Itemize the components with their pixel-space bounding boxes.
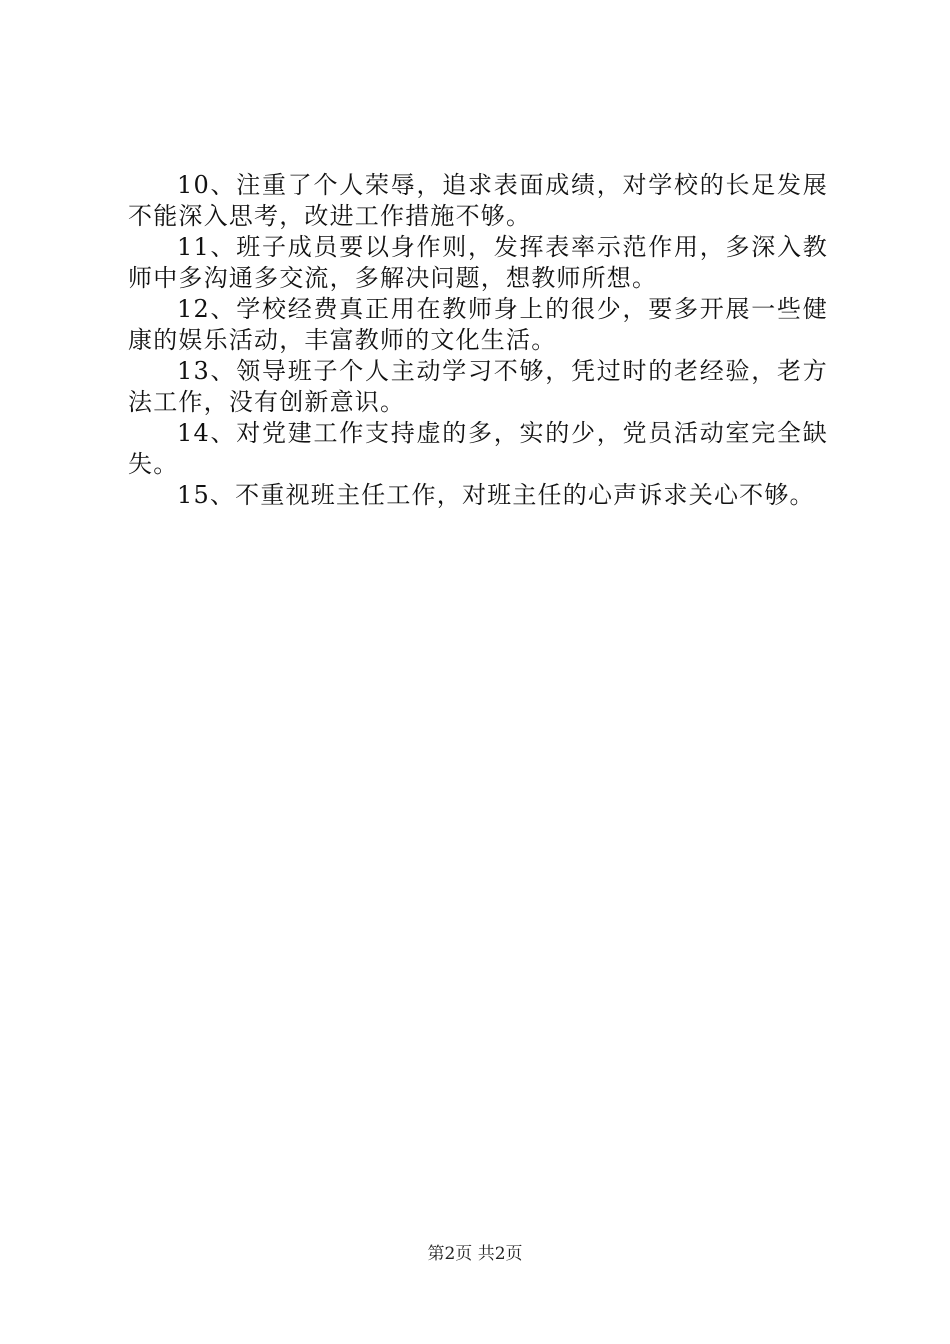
paragraph-12: 12、学校经费真正用在教师身上的很少，要多开展一些健康的娱乐活动，丰富教师的文化生活。 (128, 295, 828, 354)
paragraph-15: 15、不重视班主任工作，对班主任的心声诉求关心不够。 (177, 481, 815, 509)
paragraph-10: 10、注重了个人荣辱，追求表面成绩，对学校的长足发展不能深入思考，改进工作措施不够。 (128, 171, 828, 230)
page-footer: 第2页 共2页 (427, 1244, 523, 1264)
paragraph-14: 14、对党建工作支持虚的多，实的少，党员活动室完全缺失。 (128, 419, 828, 478)
paragraph-11: 11、班子成员要以身作则，发挥表率示范作用，多深入教师中多沟通多交流，多解决问题，想教师所想。 (128, 233, 828, 292)
document-body (128, 170, 828, 511)
paragraph-13: 13、领导班子个人主动学习不够，凭过时的老经验，老方法工作，没有创新意识。 (128, 357, 828, 416)
